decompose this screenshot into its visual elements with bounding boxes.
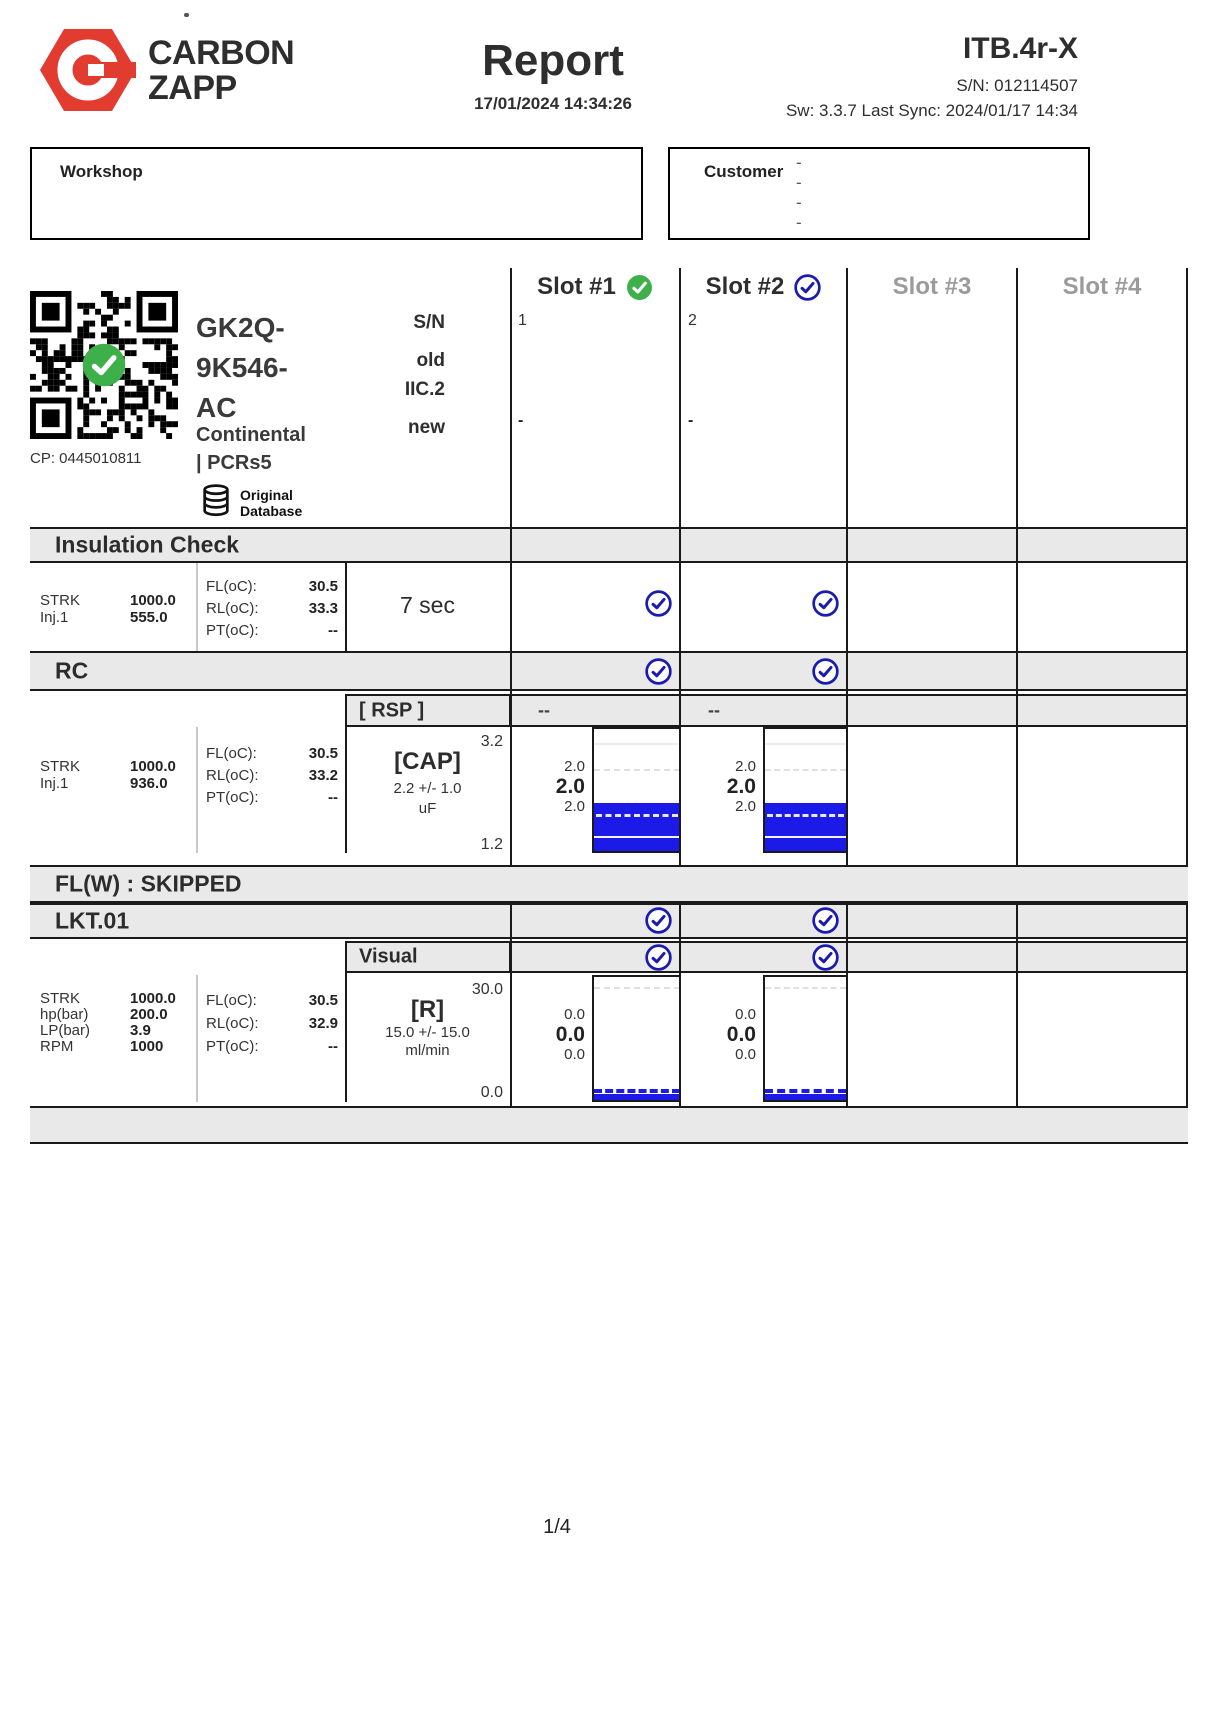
- param-label: Inj.1: [40, 775, 69, 792]
- param-value: 1000.0: [130, 758, 176, 775]
- database-source-line1: Original: [240, 487, 293, 503]
- cap-slot-2-high: 2.0: [735, 758, 756, 775]
- row-label-old: old: [416, 350, 445, 371]
- slot-1-sn-value: 1: [518, 312, 527, 329]
- r-bar-slot-1: [594, 1094, 680, 1100]
- temp-value: 30.5: [308, 578, 338, 595]
- r-test-name: [R]: [410, 996, 445, 1023]
- device-serial: S/N: 012114507: [956, 76, 1078, 95]
- cap-bar-slot-2: [765, 803, 846, 851]
- temp-value: 30.5: [308, 992, 338, 1009]
- section-lkt: [30, 903, 1188, 939]
- slot-4-header: [1018, 270, 1186, 304]
- param-label: Inj.1: [40, 609, 69, 626]
- section-rc: [30, 651, 1188, 691]
- subcol-divider: [196, 727, 198, 853]
- rsp-slot-2-value: --: [708, 700, 720, 720]
- slot-1-label: Slot #1: [537, 273, 616, 300]
- cp-number: CP: 0445010811: [30, 450, 142, 467]
- cap-test-name: [CAP]: [394, 748, 461, 775]
- temp-label: FL(oC):: [206, 745, 257, 762]
- col-divider: [679, 268, 681, 865]
- slot-3-header: [848, 270, 1016, 304]
- temp-value: --: [328, 1038, 338, 1055]
- r-scale-min: 0.0: [480, 1084, 503, 1101]
- database-source-label: [240, 487, 302, 519]
- col-divider: [1016, 268, 1018, 865]
- slot-1-header: [511, 270, 679, 304]
- r-chart-slot-1: [592, 975, 680, 1102]
- slot-1-pass-icon: [626, 274, 653, 301]
- col-divider: [1186, 268, 1188, 865]
- temp-value: --: [328, 622, 338, 639]
- param-label: STRK: [40, 758, 81, 775]
- r-slot-2-values: [676, 1006, 756, 1063]
- col-divider: [1186, 903, 1188, 1106]
- cap-tolerance: 2.2 +/- 1.0: [393, 780, 462, 797]
- r-slot-1-low: 0.0: [564, 1046, 585, 1063]
- rsp-label: [ RSP ]: [359, 699, 425, 721]
- row-label-iic: IIC.2: [404, 379, 445, 400]
- customer-placeholder-dashes: [796, 153, 802, 233]
- artifact-dot: [184, 13, 189, 17]
- dash: -: [796, 213, 802, 232]
- slot-3-label: Slot #3: [892, 273, 972, 300]
- r-slot-1-values: [505, 1006, 585, 1063]
- temp-label: RL(oC):: [206, 1015, 259, 1032]
- cap-slot-1-values: [505, 758, 585, 815]
- subcol-divider-dark: [345, 563, 347, 651]
- part-family: | PCRs5: [196, 452, 272, 474]
- col-divider: [510, 903, 512, 1106]
- col-divider: [510, 268, 512, 865]
- rc-slot-1-pass-icon: [645, 658, 672, 685]
- brand-line-1: CARBON: [148, 34, 295, 72]
- rsp-header-box: [345, 694, 511, 727]
- brand-line-2: ZAPP: [148, 69, 237, 107]
- param-value: 936.0: [130, 775, 168, 792]
- r-scale-max: 30.0: [471, 981, 503, 998]
- r-tolerance: 15.0 +/- 15.0: [385, 1024, 470, 1041]
- part-manufacturer: Continental: [196, 424, 306, 446]
- param-value: 1000.0: [130, 592, 176, 609]
- page-title: Report: [482, 36, 624, 85]
- r-slot-2-main: 0.0: [726, 1023, 756, 1046]
- param-label: STRK: [40, 990, 81, 1007]
- part-code-line3: AC: [196, 392, 237, 423]
- temp-label: PT(oC):: [206, 1038, 259, 1055]
- subcol-divider-dark: [345, 973, 347, 1102]
- temp-value: 30.5: [308, 745, 338, 762]
- temp-label: FL(oC):: [206, 578, 257, 595]
- temp-label: RL(oC):: [206, 600, 259, 617]
- temp-value: --: [328, 789, 338, 806]
- col-divider: [1016, 903, 1018, 1106]
- visual-label: Visual: [359, 945, 418, 968]
- cap-unit: uF: [418, 800, 437, 817]
- param-value: 555.0: [130, 609, 168, 626]
- r-unit: ml/min: [405, 1042, 450, 1059]
- r-slot-1-main: 0.0: [555, 1023, 585, 1046]
- cap-slot-1-main: 2.0: [555, 775, 585, 798]
- lkt-slot-1-pass-icon: [645, 907, 672, 934]
- param-value: 1000: [130, 1038, 164, 1055]
- slot-2-new-value: -: [688, 412, 694, 429]
- section-insulation-check: [30, 527, 1188, 563]
- r-bar-slot-2: [765, 1094, 846, 1100]
- temp-value: 33.2: [308, 767, 338, 784]
- page-number: 1/4: [543, 1516, 571, 1538]
- dash: -: [796, 173, 802, 192]
- part-code-line1: GK2Q-: [196, 312, 285, 343]
- param-label: hp(bar): [40, 1006, 89, 1023]
- temp-label: RL(oC):: [206, 767, 259, 784]
- lkt-title: LKT.01: [55, 907, 130, 934]
- workshop-box: [30, 147, 643, 240]
- r-slot-2-low: 0.0: [735, 1046, 756, 1063]
- slot-4-label: Slot #4: [1062, 273, 1142, 300]
- insulation-title: Insulation Check: [55, 531, 240, 558]
- dash: -: [796, 153, 802, 172]
- subcol-divider-dark: [345, 727, 347, 853]
- cap-chart-slot-2: [763, 727, 846, 853]
- qr-pass-overlay-icon: [81, 342, 127, 388]
- subcol-divider: [196, 563, 198, 651]
- dash: -: [796, 193, 802, 212]
- database-source-line2: Database: [240, 503, 303, 519]
- insulation-result: 7 sec: [400, 592, 455, 618]
- device-name: ITB.4r-X: [962, 32, 1078, 65]
- col-divider: [846, 903, 848, 1106]
- subcol-divider: [196, 975, 198, 1102]
- param-value: 1000.0: [130, 990, 176, 1007]
- cap-scale-max: 3.2: [480, 733, 503, 750]
- cap-slot-1-high: 2.0: [564, 758, 585, 775]
- temp-value: 33.3: [308, 600, 338, 617]
- row-label-new: new: [408, 417, 445, 438]
- row-label-sn: S/N: [413, 312, 445, 333]
- cap-slot-2-main: 2.0: [726, 775, 756, 798]
- cap-scale-min: 1.2: [480, 836, 503, 853]
- flw-title: FL(W) : SKIPPED: [55, 870, 242, 897]
- rsp-slot-1-value: --: [538, 700, 550, 720]
- slot-1-new-value: -: [518, 412, 524, 429]
- slot-2-sn-value: 2: [688, 312, 697, 329]
- cap-bar-slot-1: [594, 803, 680, 851]
- visual-header-box: [345, 941, 511, 973]
- insulation-slot-2-pass-icon: [812, 590, 839, 617]
- database-icon: [202, 484, 230, 518]
- param-label: RPM: [40, 1038, 74, 1055]
- device-software: Sw: 3.3.7 Last Sync: 2024/01/17 14:34: [785, 101, 1078, 120]
- param-label: STRK: [40, 592, 81, 609]
- param-label: LP(bar): [40, 1022, 91, 1039]
- cap-slot-2-values: [676, 758, 756, 815]
- visual-slot-1-pass-icon: [645, 944, 672, 971]
- slot-2-pass-icon: [794, 274, 821, 301]
- param-value: 200.0: [130, 1006, 168, 1023]
- workshop-label: Workshop: [60, 162, 143, 181]
- r-bar-dash-slot-2: [765, 1089, 846, 1093]
- temp-label: PT(oC):: [206, 789, 259, 806]
- visual-slot-2-pass-icon: [812, 944, 839, 971]
- brand-name: [148, 36, 294, 106]
- r-bar-dash-slot-1: [594, 1089, 680, 1093]
- lkt-slot-2-pass-icon: [812, 907, 839, 934]
- customer-label: Customer: [704, 162, 784, 181]
- section-end-band: [30, 1106, 1188, 1144]
- temp-value: 32.9: [308, 1015, 338, 1032]
- col-divider: [846, 268, 848, 865]
- cap-chart-slot-1: [592, 727, 680, 853]
- rc-slot-2-pass-icon: [812, 658, 839, 685]
- cap-slot-2-low: 2.0: [735, 798, 756, 815]
- section-flw-skipped: [30, 865, 1188, 903]
- carbonzapp-logo-icon: [38, 26, 138, 114]
- rc-title: RC: [55, 657, 89, 684]
- customer-box: [668, 147, 1090, 240]
- r-chart-slot-2: [763, 975, 846, 1102]
- slot-2-label: Slot #2: [705, 273, 785, 300]
- part-code-line2: 9K546-: [196, 352, 288, 383]
- col-divider: [679, 903, 681, 1106]
- slot-2-header: [681, 270, 846, 304]
- report-datetime: 17/01/2024 14:34:26: [474, 94, 632, 113]
- r-slot-1-high: 0.0: [564, 1006, 585, 1023]
- temp-label: FL(oC):: [206, 992, 257, 1009]
- r-slot-2-high: 0.0: [735, 1006, 756, 1023]
- cap-slot-1-low: 2.0: [564, 798, 585, 815]
- param-value: 3.9: [130, 1022, 151, 1039]
- temp-label: PT(oC):: [206, 622, 259, 639]
- insulation-slot-1-pass-icon: [645, 590, 672, 617]
